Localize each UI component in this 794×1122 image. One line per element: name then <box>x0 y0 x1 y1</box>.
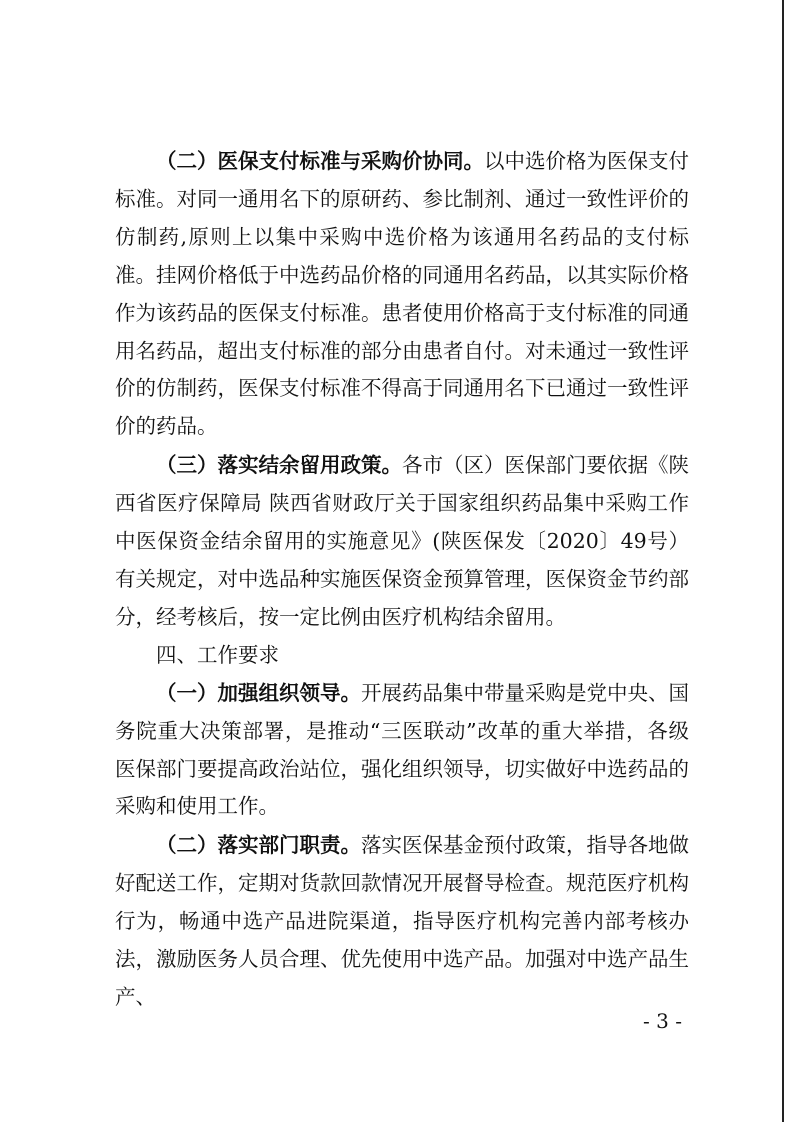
paragraph-heading: （二）落实部门职责。 <box>156 833 361 858</box>
paragraph-department-duties <box>115 827 689 1017</box>
paragraph-organizational-leadership <box>115 675 689 827</box>
page-number: - 3 - <box>643 1009 682 1033</box>
paragraph-heading: （三）落实结余留用政策。 <box>156 453 402 478</box>
paragraph-surplus-retention <box>115 447 689 637</box>
paragraph-text: 以中选价格为医保支付标准。对同一通用名下的原研药、参比制剂、通过一致性评价的仿制药,原则上以集中采购中选价格为该通用名药品的支付标准。挂网价格低于中选药品价格的同通用名药品，以其实际价格作为该药品的医保支付标准。患者使用价格高于支付标准的同通用名药品，超出支付标准的部分由患者自付。对未通过一致性评价的仿制药，医保支付标准不得高于同通用名下已通过一致性评价的药品。 <box>115 149 689 439</box>
paragraph-heading: （二）医保支付标准与采购价协同。 <box>156 149 484 173</box>
paragraph-text: 落实医保基金预付政策，指导各地做好配送工作，定期对货款回款情况开展督导检查。规范医疗机构行为，畅通中选产品进院渠道，指导医疗机构完善内部考核办法，激励医务人员合理、优先使用中选产品。加强对中选产品生产、 <box>115 833 689 1009</box>
section-title-work-requirements: 四、工作要求 <box>156 642 279 667</box>
paragraph-text: 开展药品集中带量采购是党中央、国务院重大决策部署，是推动“三医联动”改革的重大举措，各级医保部门要提高政治站位，强化组织领导，切实做好中选药品的采购和使用工作。 <box>115 680 689 819</box>
paragraph-payment-standard <box>115 143 689 446</box>
scan-edge-line <box>782 0 784 1122</box>
paragraph-heading: （一）加强组织领导。 <box>156 680 361 705</box>
document-body <box>115 143 689 1017</box>
paragraph-text: 各市（区）医保部门要依据《陕西省医疗保障局 陕西省财政厅关于国家组织药品集中采购工作中医保资金结余留用的实施意见》(陕医保发〔2020〕49号）有关规定，对中选品种实施医保资金预算管理，医保资金节约部分，经考核后，按一定比例由医疗机构结余留用。 <box>115 453 689 629</box>
